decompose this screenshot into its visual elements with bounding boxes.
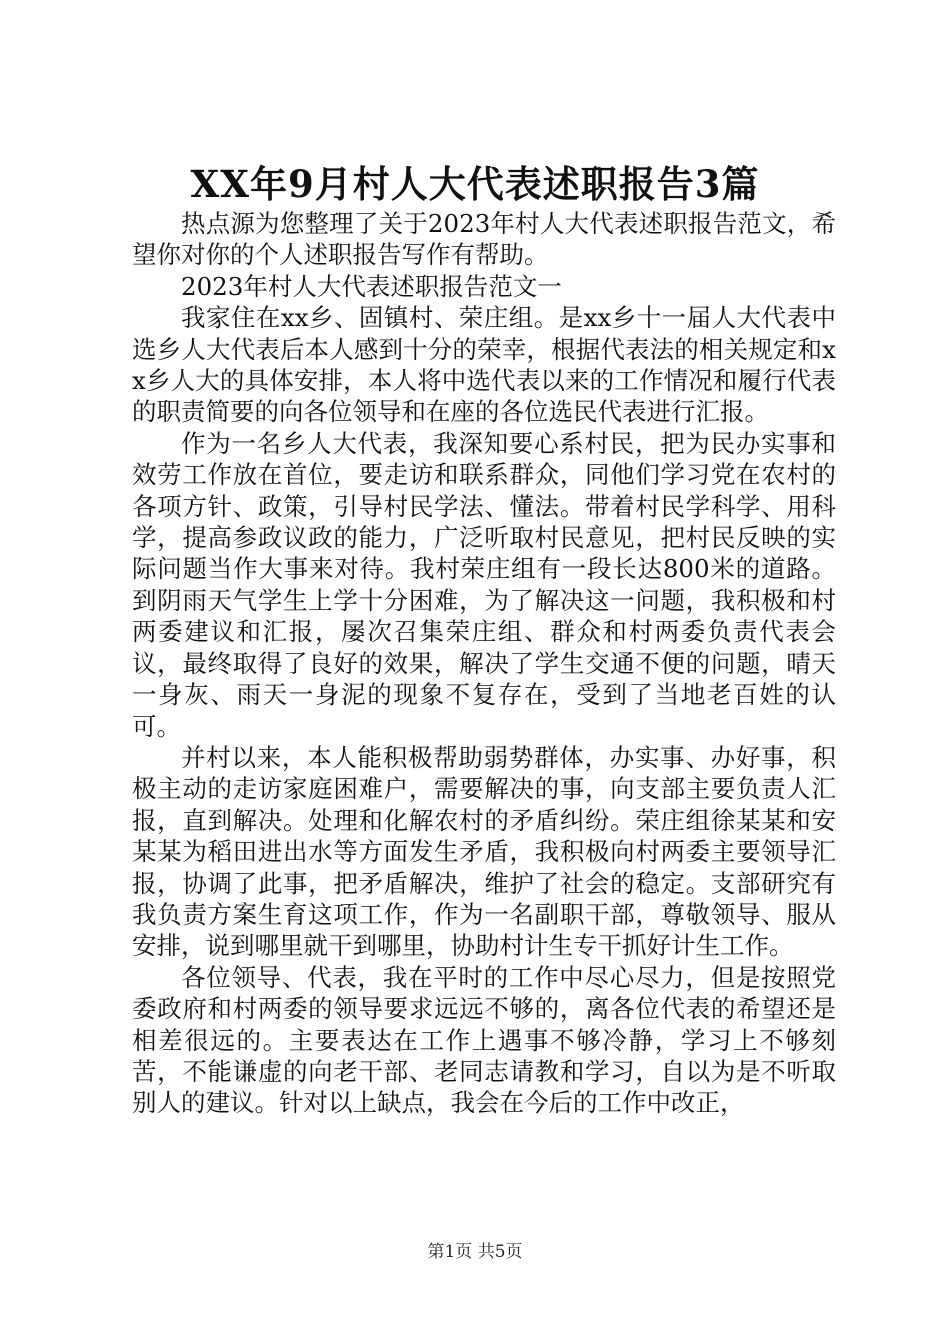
document-body (132, 208, 836, 1119)
body-paragraph: 并村以来，本人能积极帮助弱势群体，办实事、办好事，积极主动的走访家庭困难户，需要解决的事，向支部主要负责人汇报，直到解决。处理和化解农村的矛盾纠纷。荣庄组徐某某和安某某为稻田进出水等方面发生矛盾，我积极向村两委主要领导汇报，协调了此事，把矛盾解决，维护了社会的稳定。支部研究有我负责方案生育这项工作，作为一名副职干部，尊敬领导、服从安排，说到哪里就干到哪里，协助村计生专干抓好计生工作。 (132, 742, 836, 961)
body-paragraph: 作为一名乡人大代表，我深知要心系村民，把为民办实事和效劳工作放在首位，要走访和联系群众，同他们学习党在农村的各项方针、政策，引导村民学法、懂法。带着村民学科学、用科学，提高参政议政的能力，广泛听取村民意见，把村民反映的实际问题当作大事来对待。我村荣庄组有一段长达800米的道路。到阴雨天气学生上学十分困难，为了解决这一问题，我积极和村两委建议和汇报，屡次召集荣庄组、群众和村两委负责代表会议，最终取得了良好的效果，解决了学生交通不便的问题，晴天一身灰、雨天一身泥的现象不复存在，受到了当地老百姓的认可。 (132, 428, 836, 741)
intro-paragraph: 热点源为您整理了关于2023年村人大代表述职报告范文，希望你对你的个人述职报告写作有帮助。 (132, 209, 836, 270)
page-number-footer: 第1页 共5页 (427, 1242, 523, 1262)
section-heading: 2023年村人大代表述职报告范文一 (181, 271, 562, 301)
body-paragraph: 我家住在xx乡、固镇村、荣庄组。是xx乡十一届人大代表中选乡人大代表后本人感到十分的荣幸，根据代表法的相关规定和xx乡人大的具体安排，本人将中选代表以来的工作情况和履行代表的职责简要的向各位领导和在座的各位选民代表进行汇报。 (132, 303, 836, 427)
body-paragraph: 各位领导、代表，我在平时的工作中尽心尽力，但是按照党委政府和村两委的领导要求远远不够的，离各位代表的希望还是相差很远的。主要表达在工作上遇事不够冷静，学习上不够刻苦，不能谦虚的向老干部、老同志请教和学习，自以为是不听取别人的建议。针对以上缺点，我会在今后的工作中改正， (132, 962, 836, 1118)
document-title: XX年9月村人大代表述职报告3篇 (190, 162, 760, 206)
